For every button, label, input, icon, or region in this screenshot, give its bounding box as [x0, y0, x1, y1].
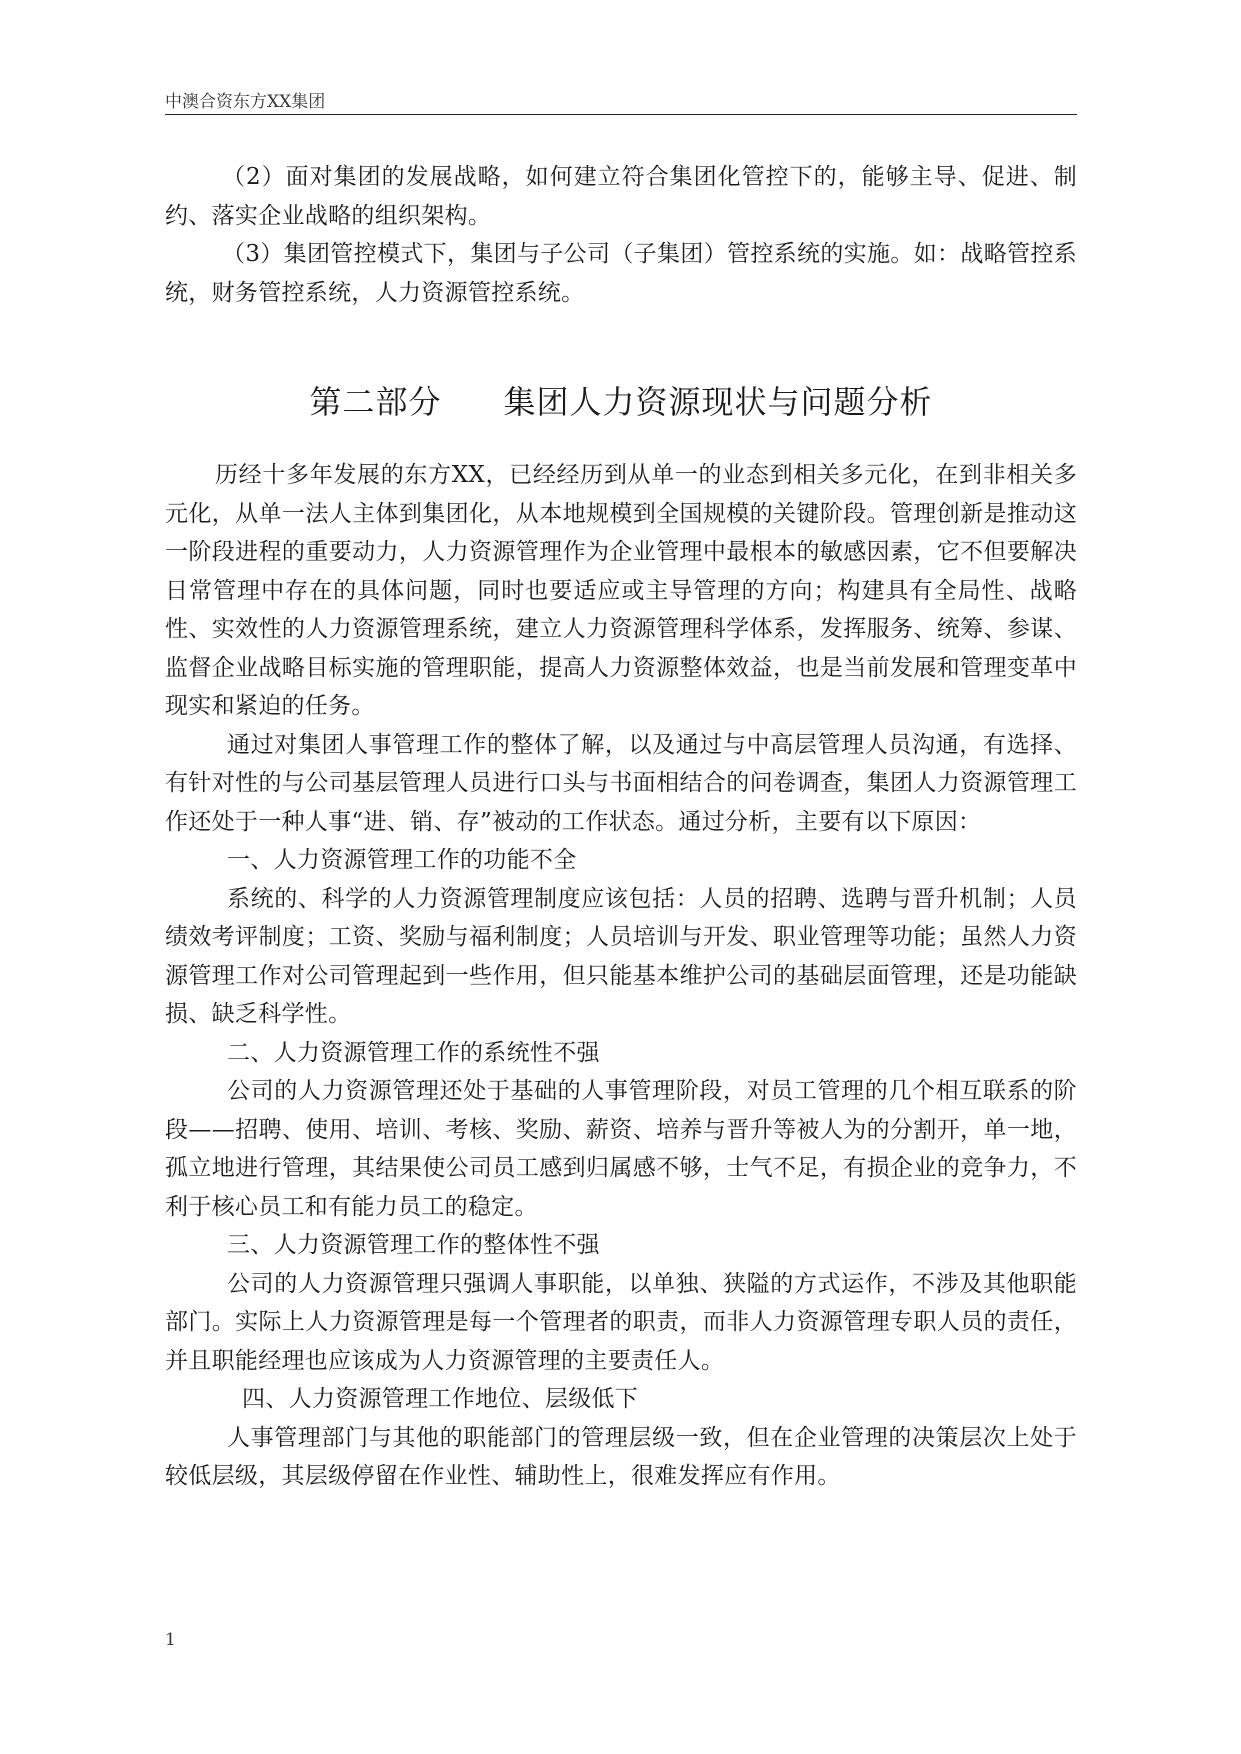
- body-paragraph: 通过对集团人事管理工作的整体了解，以及通过与中高层管理人员沟通，有选择、有针对性的与公司基层管理人员进行口头与书面相结合的问卷调查，集团人力资源管理工作还处于一种人事“进、销、存”被动的工作状态。通过分析，主要有以下原因：: [165, 731, 1077, 835]
- list-item: （3）集团管控模式下，集团与子公司（子集团）管控系统的实施。如：战略管控系统，财务管控系统，人力资源管控系统。: [165, 241, 1077, 306]
- body-paragraph: 公司的人力资源管理只强调人事职能，以单独、狭隘的方式运作，不涉及其他职能部门。实际上人力资源管理是每一个管理者的职责，而非人力资源管理专职人员的责任，并且职能经理也应该成为人力资源管理的主要责任人。: [165, 1270, 1077, 1374]
- body-paragraph: 系统的、科学的人力资源管理制度应该包括：人员的招聘、选聘与晋升机制；人员绩效考评制度；工资、奖励与福利制度；人员培训与开发、职业管理等功能；虽然人力资源管理工作对公司管理起到一些作用，但只能基本维护公司的基础层面管理，还是功能缺损、缺乏科学性。: [165, 885, 1077, 1027]
- document-body: [165, 158, 1077, 1496]
- section-title: [165, 382, 1077, 422]
- body-paragraph: 公司的人力资源管理还处于基础的人事管理阶段，对员工管理的几个相互联系的阶段——招聘、使用、培训、考核、奖励、薪资、培养与晋升等被人为的分割开，单一地，孤立地进行管理，其结果使公司员工感到归属感不够，士气不足，有损企业的竞争力，不利于核心员工和有能力员工的稳定。: [165, 1078, 1077, 1220]
- section-title-text: 集团人力资源现状与问题分析: [503, 383, 933, 421]
- page-header: [165, 92, 1077, 115]
- subsection-heading: 三、人力资源管理工作的整体性不强: [227, 1232, 600, 1258]
- subsection-heading: 二、人力资源管理工作的系统性不强: [227, 1039, 600, 1066]
- subsection-heading: 四、人力资源管理工作地位、层级低下: [242, 1386, 639, 1412]
- list-item: （2）面对集团的发展战略，如何建立符合集团化管控下的，能够主导、促进、制约、落实企业战略的组织架构。: [165, 164, 1077, 229]
- body-paragraph: 人事管理部门与其他的职能部门的管理层级一致，但在企业管理的决策层次上处于较低层级，其层级停留在作业性、辅助性上，很难发挥应有作用。: [165, 1424, 1077, 1489]
- header-text: 中澳合资东方XX集团: [165, 92, 326, 112]
- section-part: 第二部分: [309, 383, 442, 421]
- body-paragraph: 历经十多年发展的东方XX，已经经历到从单一的业态到相关多元化，在到非相关多元化，从单一法人主体到集团化，从本地规模到全国规模的关键阶段。管理创新是推动这一阶段进程的重要动力，人力资源管理作为企业管理中最根本的敏感因素，它不但要解决日常管理中存在的具体问题，同时也要适应或主导管理的方向；构建具有全局性、战略性、实效性的人力资源管理系统，建立人力资源管理科学体系，发挥服务、统筹、参谋、监督企业战略目标实施的管理职能，提高人力资源整体效益，也是当前发展和管理变革中现实和紧迫的任务。: [165, 462, 1077, 719]
- page-number: 1: [165, 1630, 176, 1650]
- subsection-heading: 一、人力资源管理工作的功能不全: [227, 847, 577, 873]
